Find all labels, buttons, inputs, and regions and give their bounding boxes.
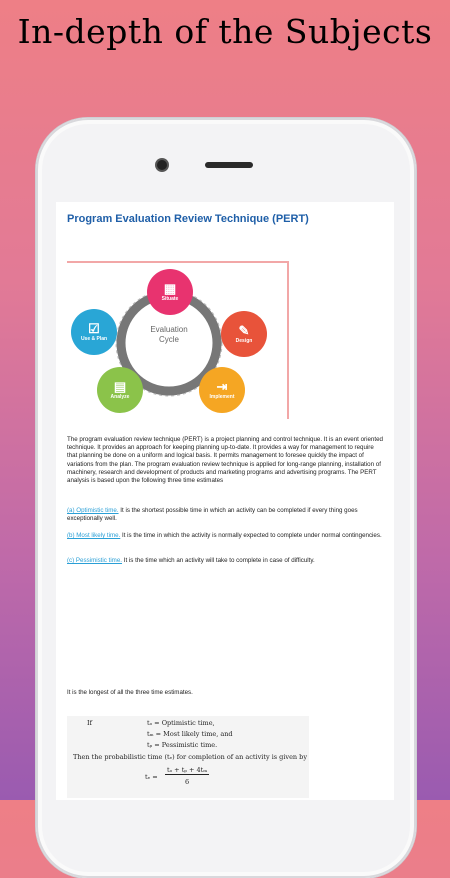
node-implement: ⇥ Implement <box>199 367 245 413</box>
formula-line: tₚ = Pessimistic time. <box>147 741 218 749</box>
document-title: Program Evaluation Review Technique (PERT) <box>67 213 309 225</box>
formula-image <box>67 716 309 798</box>
list-item: (a) Optimistic time. It is the shortest possible time in which an activity can be completed if every thing goes exceptionally well. <box>67 507 358 523</box>
enter-icon: ⇥ <box>216 379 228 394</box>
promo-banner-title: In-depth of the Subjects <box>17 12 433 51</box>
clipboard-icon: ▤ <box>113 379 127 394</box>
formula-denominator: 6 <box>185 778 190 786</box>
node-use-plan: ☑ Use & Plan <box>71 309 117 355</box>
earpiece-speaker <box>205 162 253 168</box>
node-design: ✎ Design <box>221 311 267 357</box>
checkbox-icon: ☑ <box>88 321 100 336</box>
formula-line: tₒ = Optimistic time, <box>147 719 215 727</box>
document-screen[interactable] <box>56 202 394 800</box>
node-analyze: ▤ Analyze <box>97 367 143 413</box>
formula-line: tₘ = Most likely time, and <box>147 730 233 738</box>
intro-paragraph: The program evaluation review technique (PERT) is a project planning and control technique. It is an event oriented technique. It provides an approach for keeping planning up-to-date. It provides a way for management to require that planning be done on a uniform and logical basis. It permits management to foresee quickly the impact of variations from the plan. The program evaluation review technique is applied for long-range planning, installation of machinery, research and development of products and marketing programs and advertising programs. The PERT analysis is based upon the following three time estimates <box>67 436 383 485</box>
list-item: (b) Most likely time. It is the time in which the activity is normally expected to complete under normal contingencies. <box>67 532 382 539</box>
pessimistic-time-link[interactable]: (c) Pessimistic time. <box>67 557 123 564</box>
pencil-icon: ✎ <box>238 323 250 338</box>
formula-numerator: tₒ + tₚ + 4tₘ <box>167 766 208 774</box>
optimistic-time-link[interactable]: (a) Optimistic time. <box>67 507 119 514</box>
formula-lhs: tₑ = <box>145 773 158 781</box>
grid-icon: ▦ <box>163 281 177 296</box>
evaluation-cycle-figure <box>67 261 289 419</box>
node-situate: ▦ Situate <box>147 269 193 315</box>
note-paragraph: It is the longest of all the three time estimates. <box>67 689 193 696</box>
list-item: (c) Pessimistic time. It is the time which an activity will take to complete in case of difficulty. <box>67 557 315 564</box>
formula-if: If <box>87 719 92 727</box>
most-likely-time-link[interactable]: (b) Most likely time. <box>67 532 121 539</box>
front-camera <box>157 160 167 170</box>
cycle-center-label: Evaluation Cycle <box>150 325 188 344</box>
formula-line: Then the probabilistic time (tₑ) for completion of an activity is given by <box>73 753 308 761</box>
